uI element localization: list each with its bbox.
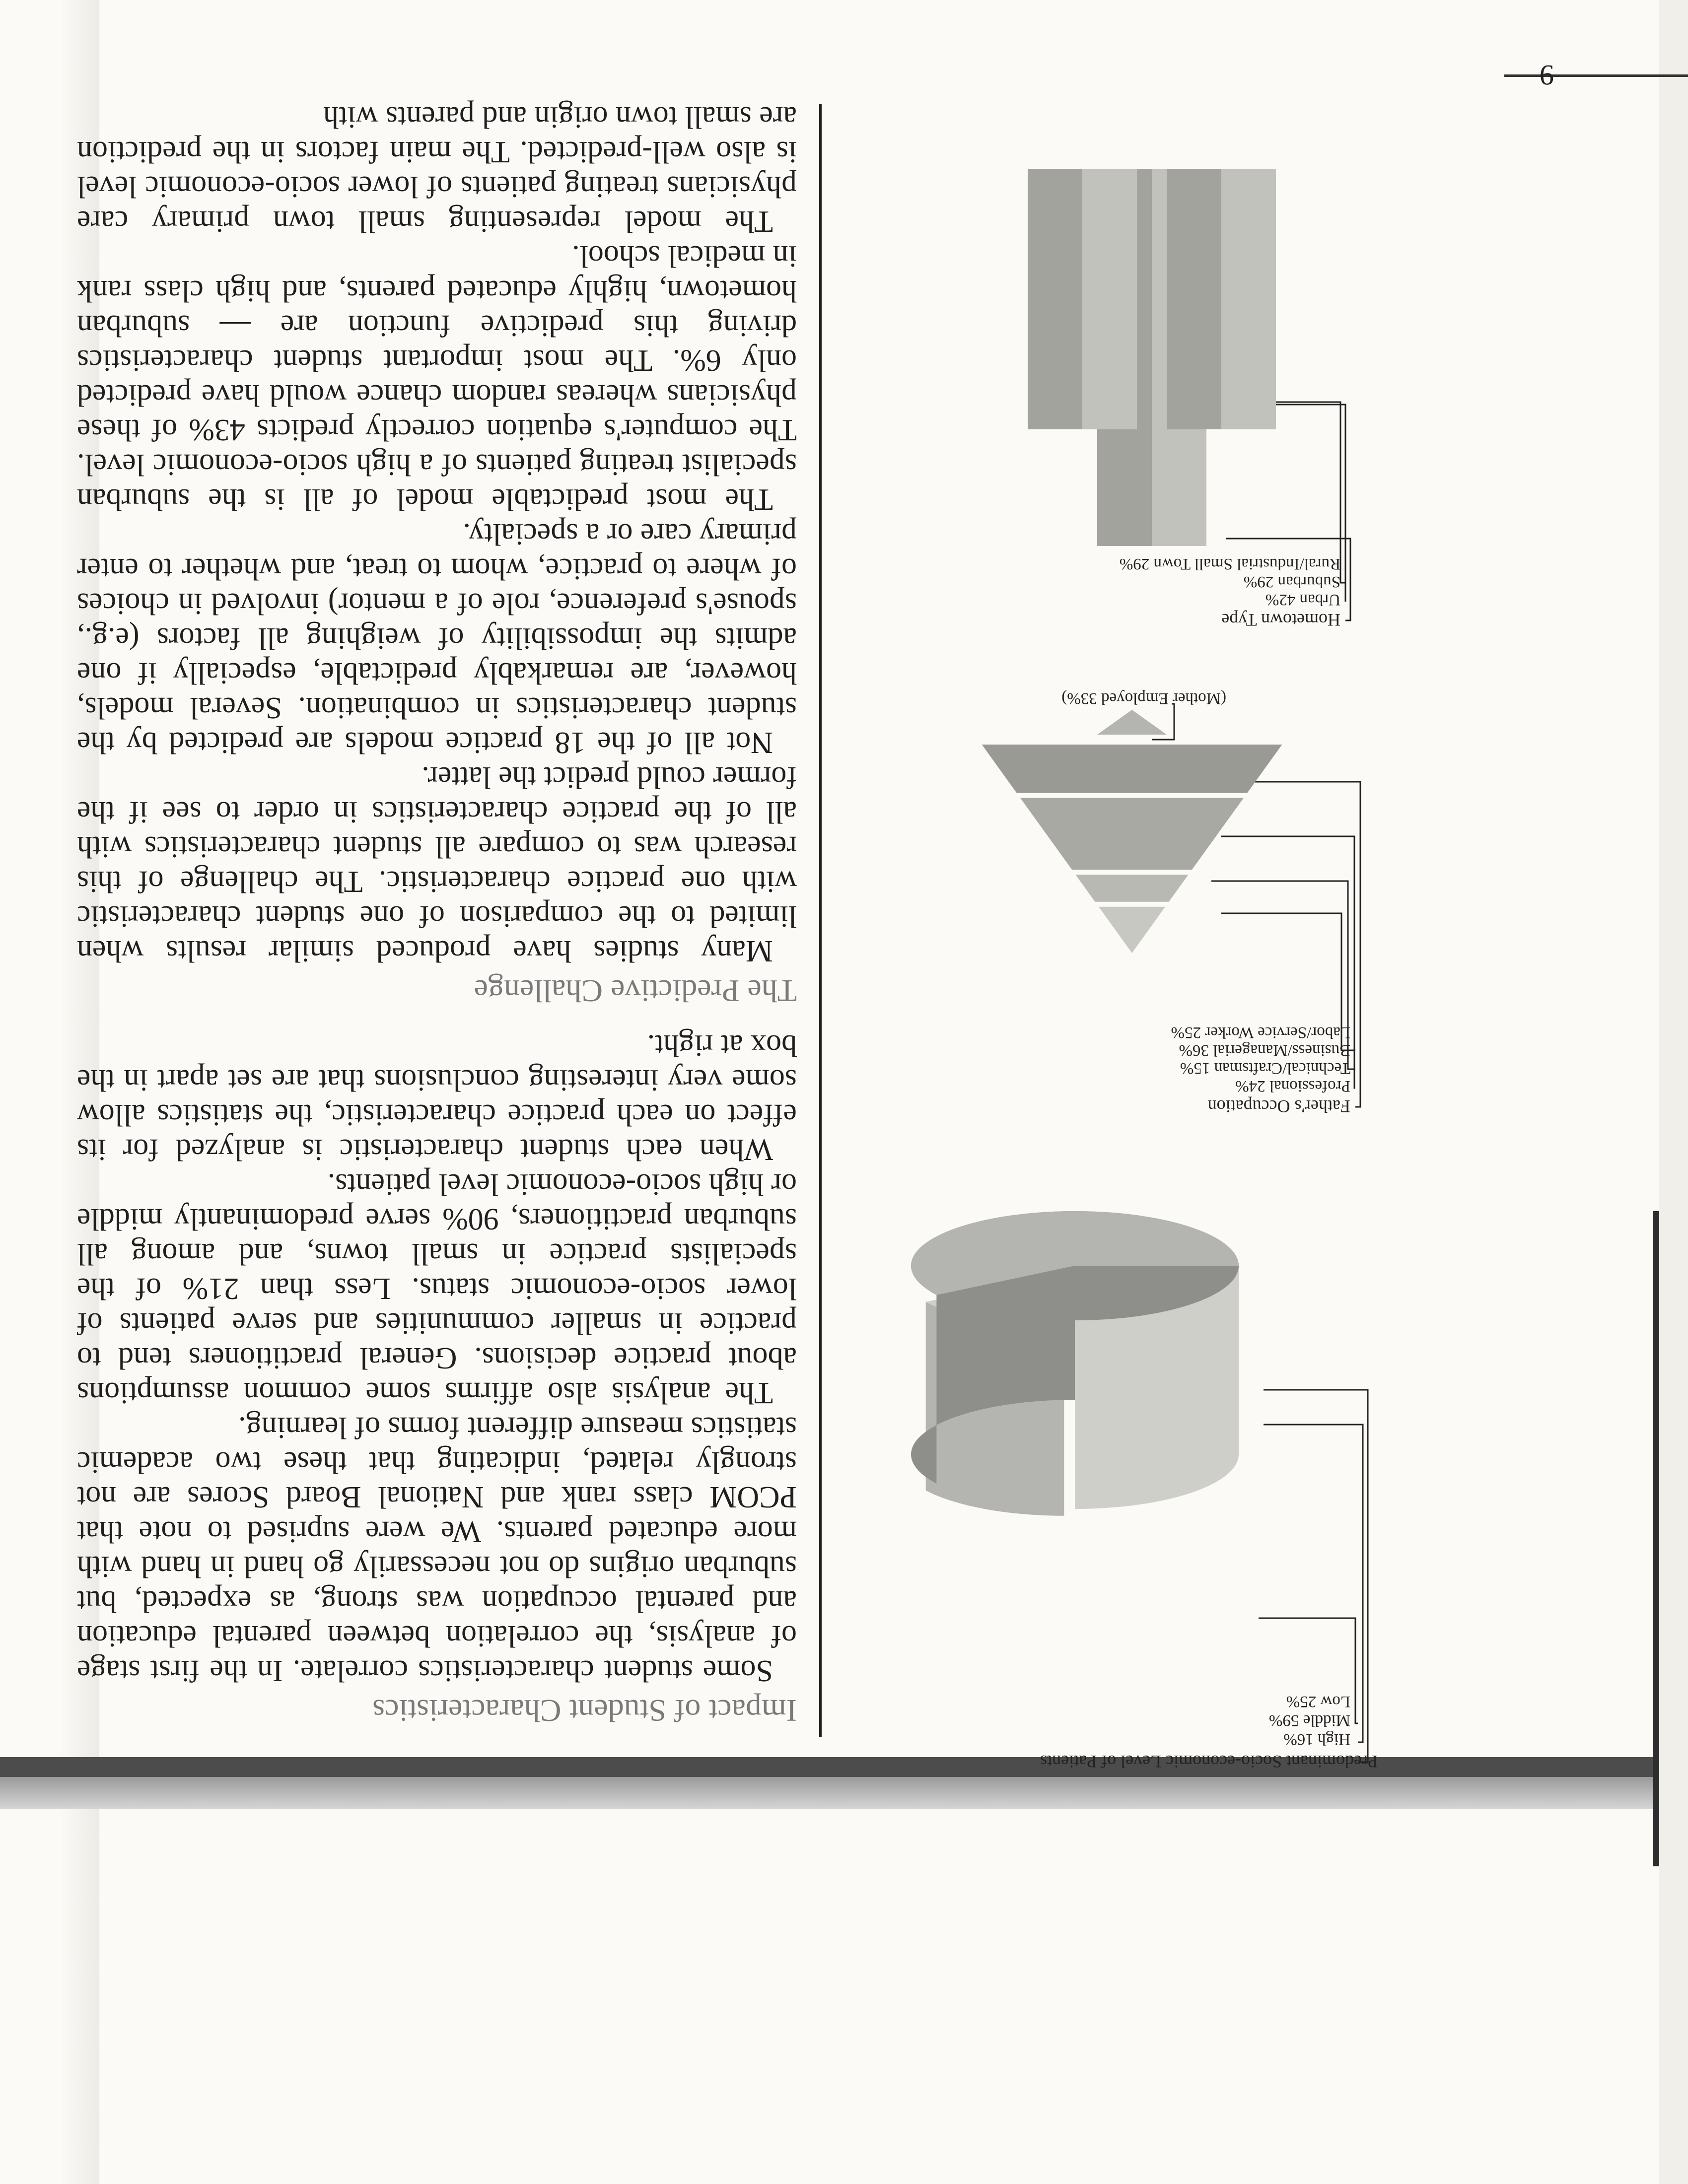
legend-item-professional: Professional 24% (1235, 1077, 1350, 1095)
legend-item-high: High 16% (1283, 1730, 1350, 1748)
section-heading-impact: Impact of Student Characteristics (372, 1693, 797, 1728)
paragraph: The analysis also affirms some common assumptions about practice decisions. General practitioners tend to practice in smaller communities and serve patients of lower socio-economic status. Less than 21% of the specialists practice in small towns, and among all suburban practitioners, 90% serve predominantly middle or high socio-economic level patients. (77, 1167, 797, 1410)
bar-right-face-3 (1028, 169, 1082, 429)
pyramid-chart (982, 710, 1282, 953)
figure-hometown (923, 124, 1370, 630)
legend-item-urban: Urban 42% (1265, 591, 1340, 609)
figure-title: Father's Occupation (1207, 1096, 1350, 1116)
paragraph: The most predictable model of all is the suburban specialist treating patients of a high socio-economic level. The computer's equation correctly predicts 43% of these physicians whereas random chance would have predicted only 6%. The most important student characteristics driving this predictive function are — suburban hometown, highly educated parents, and high class rank in medical school. (77, 239, 797, 516)
pyramid-layer-4 (982, 745, 1282, 793)
bar-left-face-2 (1221, 169, 1276, 429)
bar-chart (1028, 169, 1276, 546)
text-column (77, 100, 797, 1730)
pyramid-layer-2 (1075, 875, 1188, 902)
paragraph: Some student characteristics correlate. In the first stage of analysis, the correlation between parental education and parental occupation was strong, as expected, but suburban origins do not necessarily go hand in hand with more educated parents. We were suprised to note that PCOM class rank and National Board Scores are not strongly related, indicating that these two academic statistics measure different forms of learning. (77, 1411, 797, 1688)
annotation-mother-employed: (Mother Employed 33%) (1061, 689, 1226, 707)
page-number: 9 (1540, 59, 1554, 91)
legend-item-middle: Middle 59% (1268, 1711, 1350, 1729)
occupation-graphic (923, 670, 1370, 1117)
bar-left-face-3 (1082, 169, 1137, 429)
paragraph: Many studies have produced similar results when limited to the comparison of one student characteristic with one practice characteristic. The challenge of this research was to compare all student characteristics with all of the practice characteristics in order to see if the former could predict the latter. (77, 760, 797, 968)
column-rule (819, 104, 822, 1737)
legend-item-technical: Technical/Craftsman 15% (1180, 1059, 1350, 1077)
hometown-graphic (923, 124, 1370, 630)
legend-item-business: Business/Managerial 36% (1179, 1041, 1350, 1059)
legend-item-rural: Rural/Industrial Small Town 29% (1119, 555, 1340, 573)
legend-item-labor: Labor/Service Worker 25% (1171, 1024, 1350, 1041)
pyramid-layer-1 (1099, 907, 1165, 953)
legend-item-suburban: Suburban 29% (1243, 573, 1340, 591)
paragraph: The model representing small town primary care physicians treating patients of lower socio-economic level is also well-predicted. The main factors in the prediction are small town origin and parents with (77, 100, 797, 238)
socioeconomic-graphic (881, 1226, 1378, 1772)
pie-chart (911, 1211, 1239, 1516)
paragraph: When each student characteristic is analyzed for its effect on each practice characteristic, the statistics allow some very interesting conclusions that are set apart in the box at right. (77, 1028, 797, 1166)
legend-item-low: Low 25% (1286, 1693, 1350, 1710)
figure-title: Predominant Socio-economic Level of Patients (1040, 1752, 1378, 1772)
figure-socioeconomic (881, 1226, 1378, 1772)
figure-occupation (923, 670, 1370, 1117)
figure-title: Hometown Type (1221, 610, 1340, 630)
paragraph: Not all of the 18 practice models are predicted by the student characteristics in combination. Several models, however, are remarkably predictable, especially if one admits the impossibility of weighing all factors (e.g., spouse's preference, role of a mentor) involved in choices of where to practice, whom to treat, and whether to enter primary care or a specialty. (77, 517, 797, 759)
bar-right-face-2 (1167, 169, 1221, 429)
pyramid-layer-3 (1020, 798, 1244, 870)
section-heading-predictive: The Predictive Challenge (474, 973, 797, 1009)
pyramid-tip-mother-employed (1097, 710, 1167, 735)
